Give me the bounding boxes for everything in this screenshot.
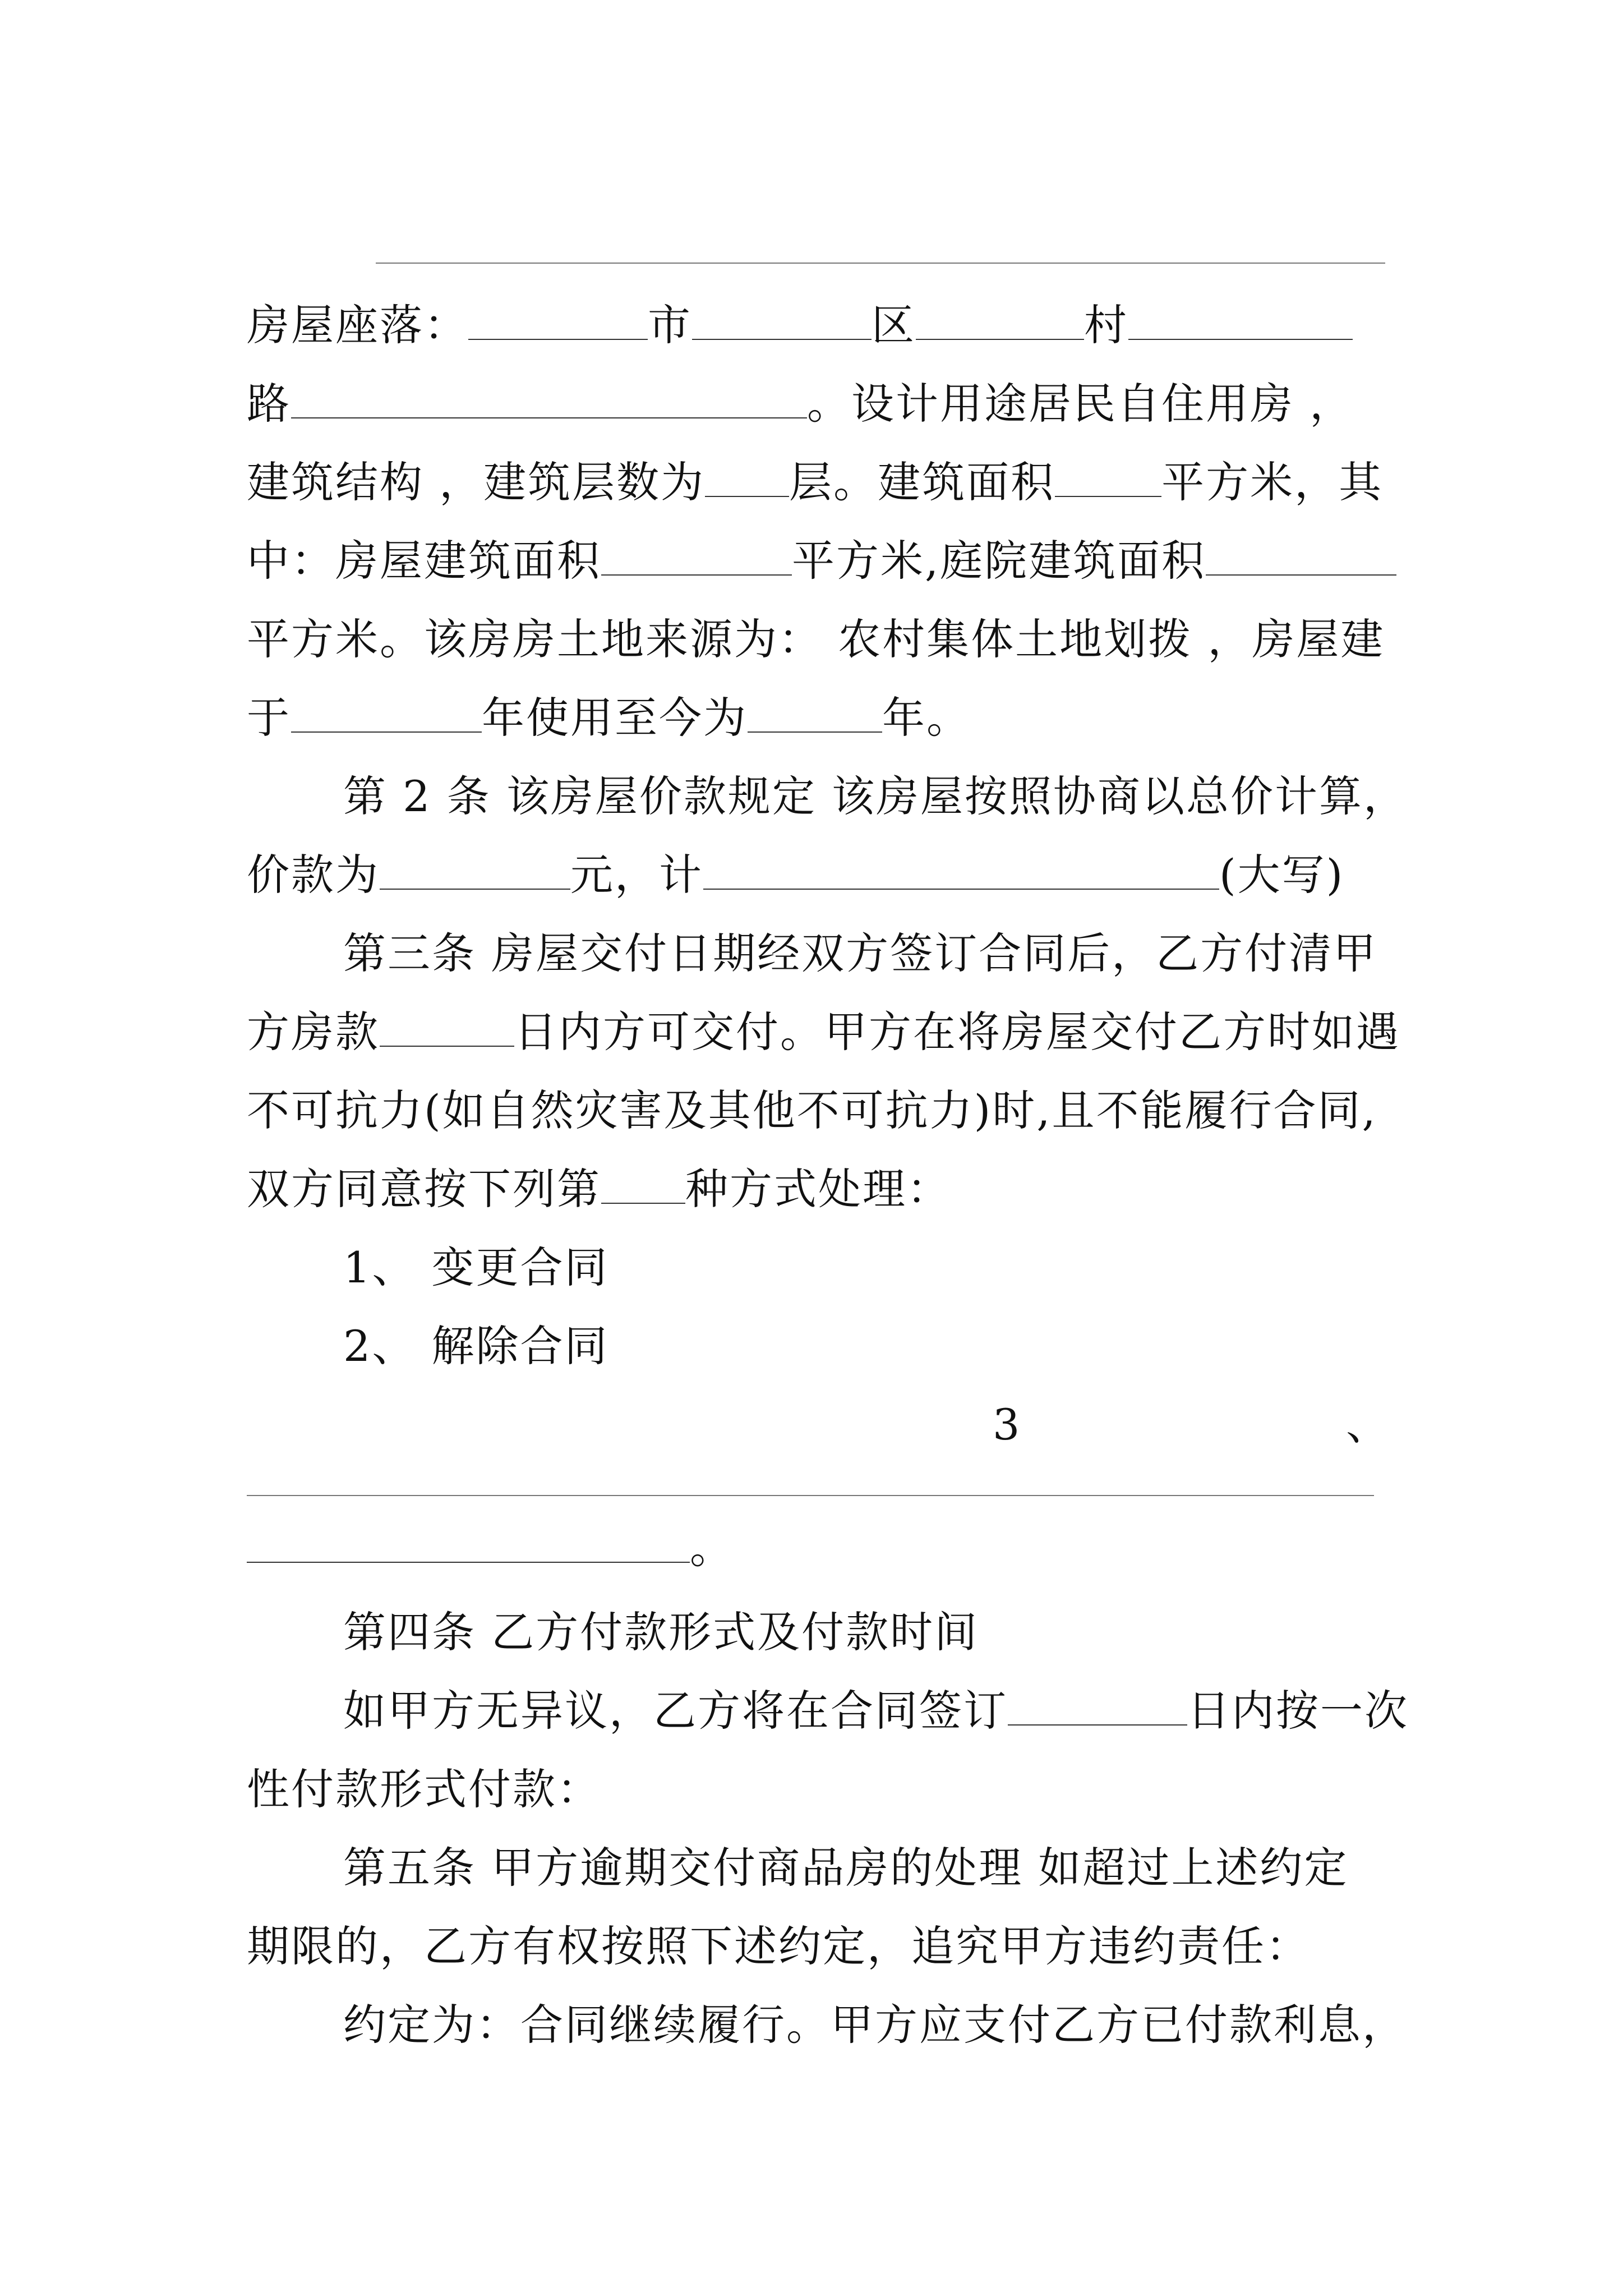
location-line: 房屋座落： 市 区 村: [247, 286, 1385, 365]
option-3-end-blank: [247, 1527, 690, 1563]
yard-area-blank: [1206, 540, 1396, 576]
city-blank: [468, 304, 648, 340]
road-blank: [291, 383, 807, 418]
article-4-title: 第四条 乙方付款形式及付款时间: [343, 1607, 979, 1657]
option-1: 1、 变更合同: [343, 1243, 609, 1292]
article-3-line-1: 第三条 房屋交付日期经双方签订合同后，乙方付清甲: [343, 928, 1378, 978]
floors-blank: [705, 461, 789, 497]
article-2-heading: 第 2 条 该房屋价款规定 该房屋按照协商以总价计算，: [343, 771, 1408, 821]
method-number-blank: [601, 1168, 685, 1204]
option-3-number: 3: [993, 1400, 1020, 1450]
district-blank: [692, 304, 872, 340]
payment-days-blank: [1008, 1690, 1187, 1726]
road-prefix-blank: [1128, 304, 1353, 340]
price-line: 价款为 元，计 (大写): [247, 850, 1345, 900]
article-3-line-3: 不可抗力(如自然灾害及其他不可抗力)时,且不能履行合同,: [247, 1085, 1377, 1135]
option-3-end-line: 。: [247, 1509, 1385, 1588]
option-3-blank-line: [247, 1495, 1374, 1496]
price-words-blank: [703, 854, 1219, 890]
article-4-line-2: 性付款形式付款：: [247, 1764, 601, 1814]
area-blank: [1055, 461, 1161, 497]
article-3-line-2: 方房款 日内方可交付。甲方在将房屋交付乙方时如遇: [247, 1007, 1400, 1057]
top-divider: [376, 263, 1385, 264]
article-3-line-4: 双方同意按下列第 种方式处理：: [247, 1164, 951, 1214]
delivery-days-blank: [380, 1011, 514, 1047]
structure-line: 建筑结构 ，建筑层数为 层。建筑面积 平方米，其: [247, 457, 1384, 507]
article-5-line-3: 约定为：合同继续履行。甲方应支付乙方已付款利息，: [343, 2000, 1407, 2050]
price-number-blank: [380, 854, 570, 890]
area-line: 中：房屋建筑面积 平方米,庭院建筑面积: [247, 522, 1385, 600]
article-4-line-1: 如甲方无异议，乙方将在合同签订 日内按一次: [343, 1686, 1409, 1736]
road-line: 路 。设计用途居民自住用房 ，: [247, 379, 1354, 429]
article-5-line-1: 第五条 甲方逾期交付商品房的处理 如超过上述约定: [343, 1843, 1349, 1893]
build-year-line: 于 年使用至今为 年。: [247, 693, 971, 743]
article-5-line-2: 期限的，乙方有权按照下述约定，追究甲方违约责任：: [247, 1921, 1310, 1971]
house-area-blank: [601, 540, 792, 576]
years-used-blank: [748, 697, 882, 733]
village-blank: [916, 304, 1084, 340]
land-source-line: 平方米。该房房土地来源为： 农村集体土地划拨 ，房屋建: [247, 614, 1385, 664]
option-3-separator: 、: [1346, 1400, 1389, 1450]
build-year-blank: [291, 697, 482, 733]
option-2: 2、 解除合同: [343, 1321, 609, 1371]
